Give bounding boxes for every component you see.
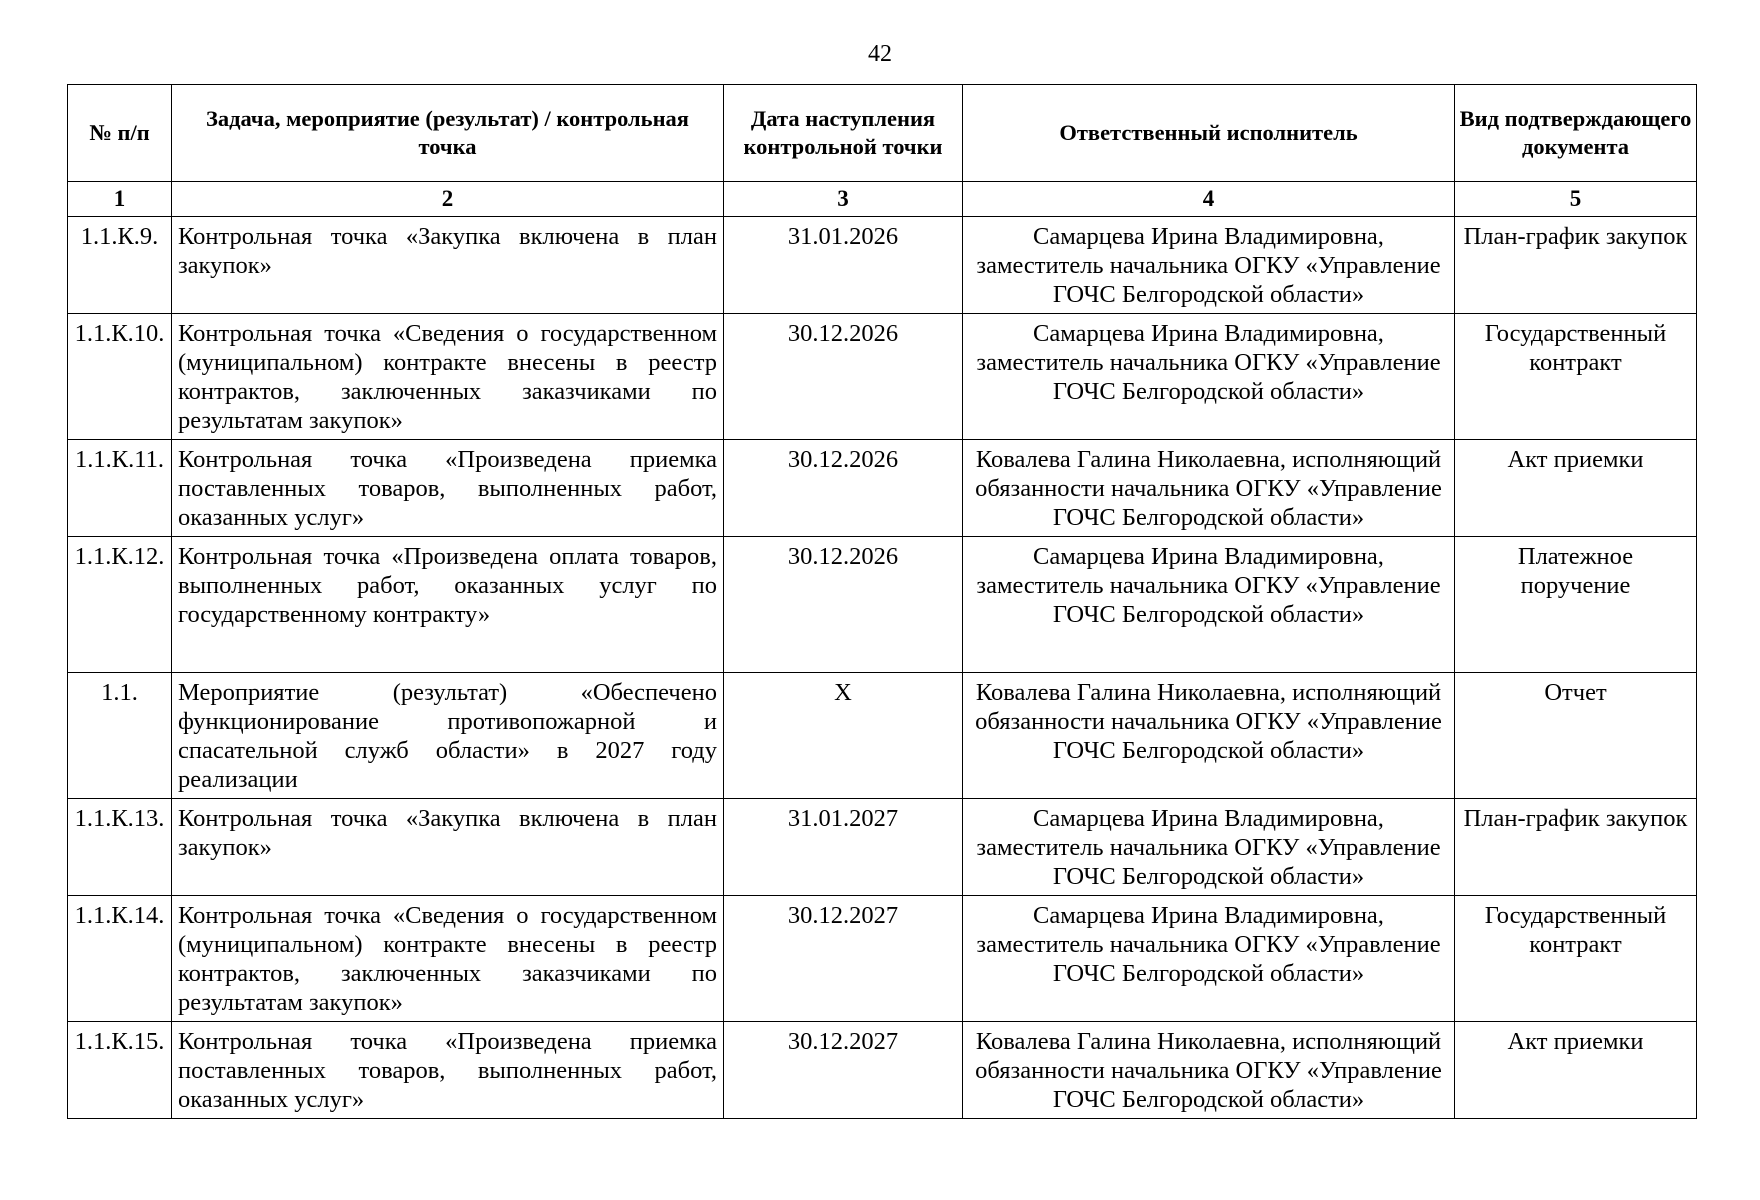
cell-document: План-график закупок — [1455, 799, 1697, 896]
cell-task: Контрольная точка «Сведения о государственном (муниципальном) контракте внесены в реестр контрактов, заключенных заказчиками по результатам закупок» — [172, 314, 724, 440]
header-num: № п/п — [68, 85, 172, 182]
cell-num: 1.1.К.10. — [68, 314, 172, 440]
cell-document: Акт приемки — [1455, 440, 1697, 537]
table-row — [68, 799, 1697, 896]
table-row — [68, 440, 1697, 537]
cell-task: Контрольная точка «Закупка включена в план закупок» — [172, 799, 724, 896]
cell-task: Контрольная точка «Сведения о государственном (муниципальном) контракте внесены в реестр контрактов, заключенных заказчиками по результатам закупок» — [172, 896, 724, 1022]
cell-date: 30.12.2027 — [724, 896, 963, 1022]
cell-date: 30.12.2026 — [724, 440, 963, 537]
cell-task: Контрольная точка «Произведена оплата товаров, выполненных работ, оказанных услуг по государственному контракту» — [172, 537, 724, 673]
cell-date: 31.01.2026 — [724, 217, 963, 314]
cell-num: 1.1.К.12. — [68, 537, 172, 673]
control-points-table — [67, 84, 1697, 1119]
column-number: 4 — [963, 182, 1455, 217]
cell-date: 30.12.2026 — [724, 314, 963, 440]
cell-document: Государственный контракт — [1455, 314, 1697, 440]
cell-num: 1.1.К.13. — [68, 799, 172, 896]
cell-responsible: Ковалева Галина Николаевна, исполняющий обязанности начальника ОГКУ «Управление ГОЧС Белгородской области» — [963, 1022, 1455, 1119]
cell-task: Контрольная точка «Произведена приемка поставленных товаров, выполненных работ, оказанных услуг» — [172, 440, 724, 537]
cell-document: Платежное поручение — [1455, 537, 1697, 673]
cell-document: Акт приемки — [1455, 1022, 1697, 1119]
cell-responsible: Ковалева Галина Николаевна, исполняющий обязанности начальника ОГКУ «Управление ГОЧС Белгородской области» — [963, 673, 1455, 799]
header-responsible: Ответственный исполнитель — [963, 85, 1455, 182]
cell-task: Контрольная точка «Произведена приемка поставленных товаров, выполненных работ, оказанных услуг» — [172, 1022, 724, 1119]
column-number: 5 — [1455, 182, 1697, 217]
column-number: 2 — [172, 182, 724, 217]
header-date: Дата наступления контрольной точки — [724, 85, 963, 182]
cell-num: 1.1. — [68, 673, 172, 799]
cell-document: Отчет — [1455, 673, 1697, 799]
cell-date: 31.01.2027 — [724, 799, 963, 896]
column-number: 1 — [68, 182, 172, 217]
cell-responsible: Самарцева Ирина Владимировна, заместитель начальника ОГКУ «Управление ГОЧС Белгородской области» — [963, 896, 1455, 1022]
table-header-row — [68, 85, 1697, 182]
cell-responsible: Самарцева Ирина Владимировна, заместитель начальника ОГКУ «Управление ГОЧС Белгородской области» — [963, 537, 1455, 673]
table-row — [68, 537, 1697, 673]
cell-document: План-график закупок — [1455, 217, 1697, 314]
cell-num: 1.1.К.14. — [68, 896, 172, 1022]
cell-responsible: Самарцева Ирина Владимировна, заместитель начальника ОГКУ «Управление ГОЧС Белгородской области» — [963, 314, 1455, 440]
header-task: Задача, мероприятие (результат) / контрольная точка — [172, 85, 724, 182]
cell-document: Государственный контракт — [1455, 896, 1697, 1022]
cell-responsible: Ковалева Галина Николаевна, исполняющий обязанности начальника ОГКУ «Управление ГОЧС Белгородской области» — [963, 440, 1455, 537]
cell-responsible: Самарцева Ирина Владимировна, заместитель начальника ОГКУ «Управление ГОЧС Белгородской области» — [963, 799, 1455, 896]
cell-task: Контрольная точка «Закупка включена в план закупок» — [172, 217, 724, 314]
cell-num: 1.1.К.9. — [68, 217, 172, 314]
header-document: Вид подтверждающего документа — [1455, 85, 1697, 182]
table-row — [68, 1022, 1697, 1119]
cell-date: 30.12.2027 — [724, 1022, 963, 1119]
table-row — [68, 673, 1697, 799]
cell-num: 1.1.К.11. — [68, 440, 172, 537]
column-numbers-row — [68, 182, 1697, 217]
cell-date: 30.12.2026 — [724, 537, 963, 673]
table-row — [68, 217, 1697, 314]
cell-num: 1.1.К.15. — [68, 1022, 172, 1119]
cell-date: Х — [724, 673, 963, 799]
page-number: 42 — [868, 41, 892, 67]
table-row — [68, 314, 1697, 440]
column-number: 3 — [724, 182, 963, 217]
cell-responsible: Самарцева Ирина Владимировна, заместитель начальника ОГКУ «Управление ГОЧС Белгородской области» — [963, 217, 1455, 314]
cell-task: Мероприятие (результат) «Обеспечено функционирование противопожарной и спасательной служб области» в 2027 году реализации — [172, 673, 724, 799]
table-row — [68, 896, 1697, 1022]
